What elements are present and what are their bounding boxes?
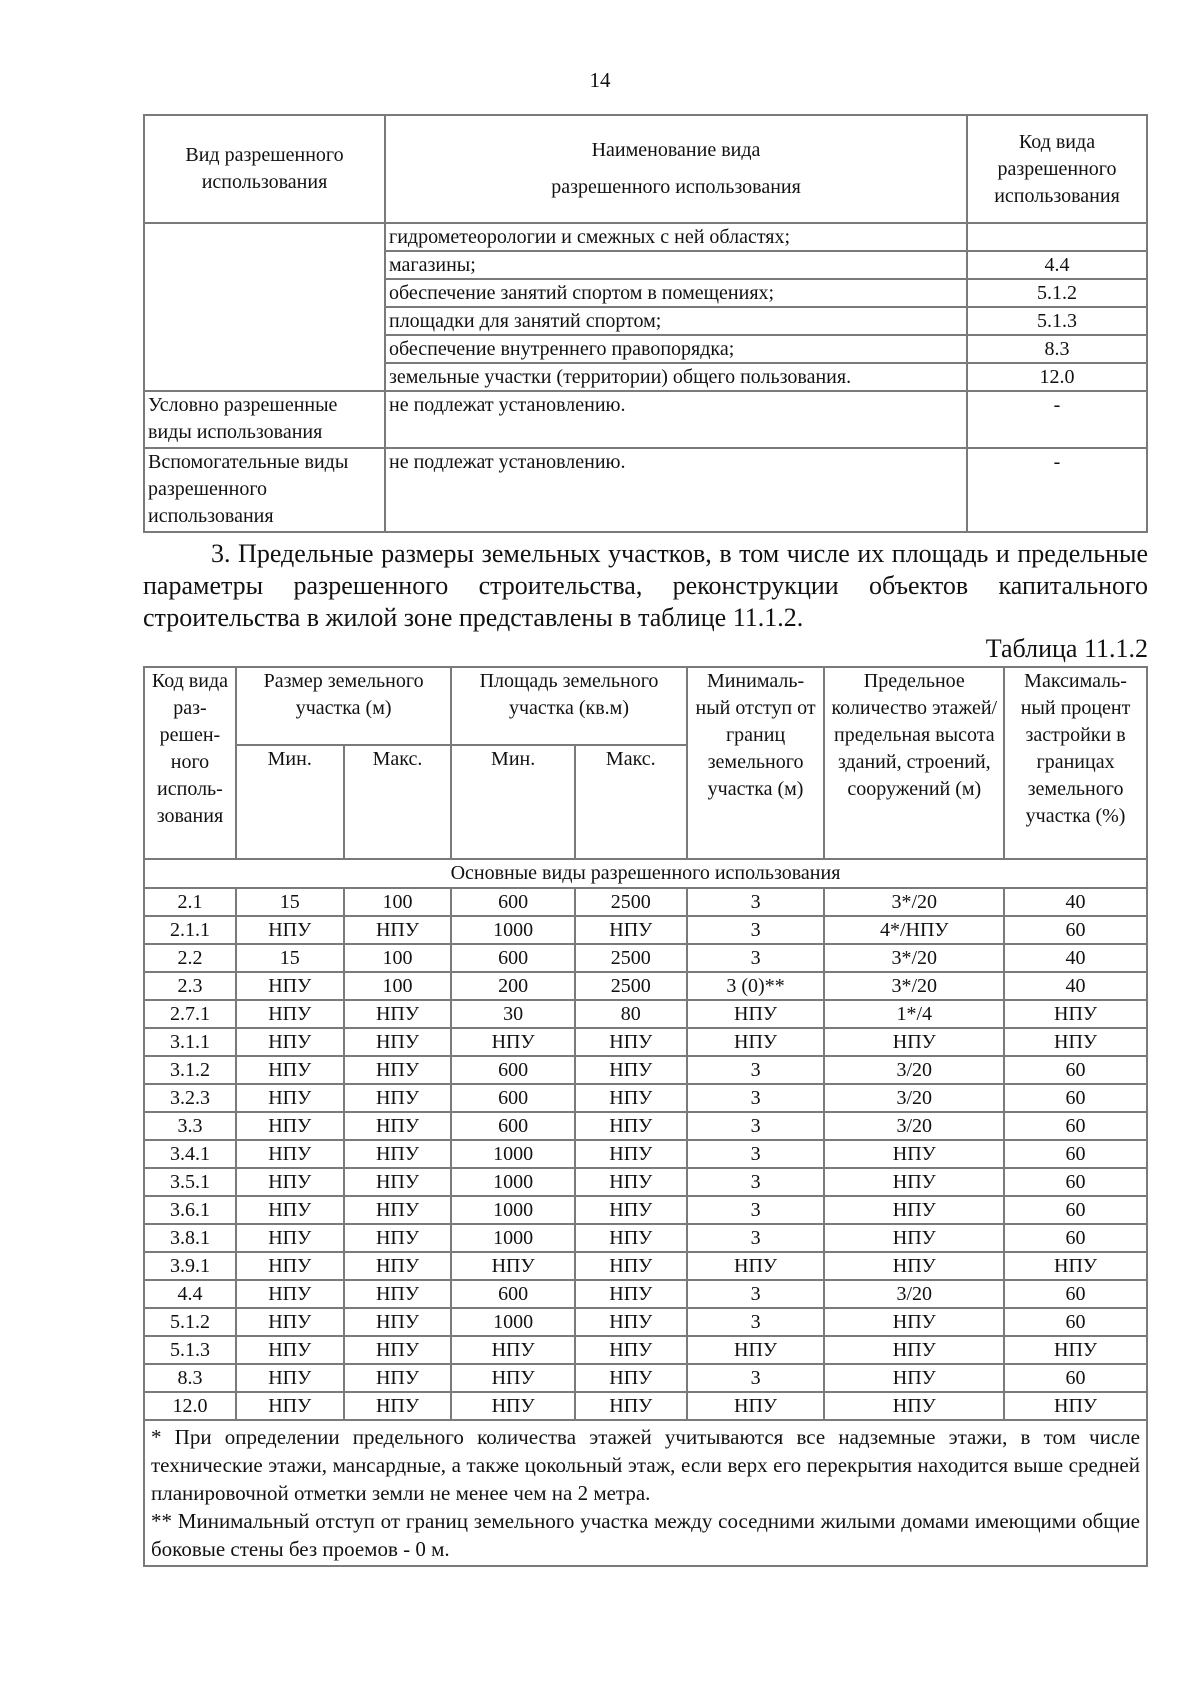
cell-setback: 3 (687, 1308, 825, 1336)
cell-area-max: НПУ (575, 1028, 687, 1056)
cell-max-percent: НПУ (1004, 1000, 1147, 1028)
cell-max-percent: 40 (1004, 972, 1147, 1000)
conditional-use-type: Условно разрешенные виды использования (144, 391, 385, 448)
cell-size-max: НПУ (344, 1336, 452, 1364)
cell-size-max: НПУ (344, 1224, 452, 1252)
cell-size-min: НПУ (236, 1392, 344, 1420)
use-code (967, 223, 1147, 251)
cell-area-max: НПУ (575, 916, 687, 944)
cell-area-max: НПУ (575, 1364, 687, 1392)
table-row (144, 1308, 1147, 1336)
cell-area-min: 1000 (451, 1168, 575, 1196)
footnote-floors: * При определении предельного количества этажей учитываются все надземные этажи, в том числе технические этажи, мансардные, а также цокольный этаж, если верх его перекрытия находится выше средней планировочной отметки земли не менее чем на 2 метра. (151, 1425, 1140, 1505)
cell-area-min: 1000 (451, 1308, 575, 1336)
use-code: 5.1.2 (967, 279, 1147, 307)
cell-code: 5.1.2 (144, 1308, 236, 1336)
cell-area-min: 1000 (451, 916, 575, 944)
cell-max-percent: 60 (1004, 1196, 1147, 1224)
cell-area-max: 2500 (575, 972, 687, 1000)
cell-max-percent: 60 (1004, 916, 1147, 944)
cell-floors-height: НПУ (824, 1336, 1004, 1364)
cell-area-max: 2500 (575, 944, 687, 972)
cell-area-max: НПУ (575, 1392, 687, 1420)
use-code: 4.4 (967, 251, 1147, 279)
cell-floors-height: НПУ (824, 1028, 1004, 1056)
cell-floors-height: НПУ (824, 1224, 1004, 1252)
header-size-max: Макс. (344, 745, 452, 859)
cell-floors-height: 3/20 (824, 1056, 1004, 1084)
cell-setback: НПУ (687, 1028, 825, 1056)
cell-area-min: 200 (451, 972, 575, 1000)
cell-max-percent: НПУ (1004, 1028, 1147, 1056)
cell-max-percent: 60 (1004, 1280, 1147, 1308)
conditional-use-name: не подлежат установлению. (385, 391, 967, 448)
cell-setback: 3 (687, 1196, 825, 1224)
cell-size-min: НПУ (236, 1196, 344, 1224)
cell-size-min: 15 (236, 888, 344, 916)
cell-code: 4.4 (144, 1280, 236, 1308)
header-area: Площадь земельного участка (кв.м) (451, 667, 686, 745)
cell-area-max: НПУ (575, 1168, 687, 1196)
table-row (144, 1112, 1147, 1140)
header-floors: Предельное количество этажей/ предельная высота зданий, строений, сооружений (м) (824, 667, 1004, 859)
group-label: Основные виды разрешенного использования (144, 859, 1147, 888)
cell-floors-height: 4*/НПУ (824, 916, 1004, 944)
header-area-min: Мин. (451, 745, 575, 859)
cell-code: 3.3 (144, 1112, 236, 1140)
cell-setback: 3 (687, 1364, 825, 1392)
cell-max-percent: 60 (1004, 1112, 1147, 1140)
cell-max-percent: 60 (1004, 1224, 1147, 1252)
cell-size-min: НПУ (236, 1112, 344, 1140)
footnote-row (144, 1420, 1147, 1566)
header-percent: Максималь-ный процент застройки в границах земельного участка (%) (1004, 667, 1147, 859)
table-row (144, 1056, 1147, 1084)
table-row (144, 1224, 1147, 1252)
cell-code: 3.1.1 (144, 1028, 236, 1056)
cell-size-max: НПУ (344, 1308, 452, 1336)
cell-floors-height: 3*/20 (824, 972, 1004, 1000)
header-setback: Минималь-ный отступ от границ земельного участка (м) (687, 667, 825, 859)
cell-area-min: 600 (451, 1084, 575, 1112)
cell-size-min: НПУ (236, 1336, 344, 1364)
cell-setback: НПУ (687, 1392, 825, 1420)
cell-size-min: НПУ (236, 1168, 344, 1196)
cell-code: 3.4.1 (144, 1140, 236, 1168)
use-name: площадки для занятий спортом; (385, 307, 967, 335)
header-area-max: Макс. (575, 745, 687, 859)
cell-setback: 3 (687, 944, 825, 972)
cell-area-min: 30 (451, 1000, 575, 1028)
cell-floors-height: НПУ (824, 1252, 1004, 1280)
cell-area-min: 1000 (451, 1196, 575, 1224)
cell-floors-height: 3/20 (824, 1084, 1004, 1112)
cell-size-max: 100 (344, 888, 452, 916)
cell-code: 3.9.1 (144, 1252, 236, 1280)
cell-size-max: НПУ (344, 1084, 452, 1112)
cell-area-min: НПУ (451, 1392, 575, 1420)
cell-area-min: НПУ (451, 1028, 575, 1056)
cell-max-percent: 60 (1004, 1140, 1147, 1168)
cell-size-max: НПУ (344, 1168, 452, 1196)
table-caption: Таблица 11.1.2 (985, 634, 1148, 663)
cell-code: 5.1.3 (144, 1336, 236, 1364)
cell-max-percent: НПУ (1004, 1252, 1147, 1280)
cell-max-percent: НПУ (1004, 1336, 1147, 1364)
section-paragraph: 3. Предельные размеры земельных участков, в том числе их площадь и предельные параметры разрешенного строительства, реконструкции объектов капитального строительства в жилой зоне представлены в таблице 11.1.2. (143, 539, 1148, 632)
cell-setback: 3 (687, 1056, 825, 1084)
header-use-name (385, 115, 967, 223)
cell-size-max: 100 (344, 944, 452, 972)
cell-size-max: НПУ (344, 1000, 452, 1028)
header-code: Код вида раз-решен-ного исполь-зования (144, 667, 236, 859)
use-name: земельные участки (территории) общего пользования. (385, 363, 967, 391)
cell-max-percent: НПУ (1004, 1392, 1147, 1420)
cell-floors-height: НПУ (824, 1392, 1004, 1420)
cell-area-min: НПУ (451, 1336, 575, 1364)
cell-size-min: НПУ (236, 1028, 344, 1056)
cell-area-max: НПУ (575, 1112, 687, 1140)
cell-max-percent: 60 (1004, 1056, 1147, 1084)
cell-size-min: НПУ (236, 1252, 344, 1280)
cell-floors-height: 1*/4 (824, 1000, 1004, 1028)
cell-size-max: НПУ (344, 1112, 452, 1140)
cell-area-min: 600 (451, 1056, 575, 1084)
cell-setback: 3 (0)** (687, 972, 825, 1000)
cell-area-max: НПУ (575, 1196, 687, 1224)
cell-code: 3.2.3 (144, 1084, 236, 1112)
cell-area-max: НПУ (575, 1224, 687, 1252)
page-number: 14 (589, 68, 611, 92)
table-row (144, 888, 1147, 916)
cell-size-min: НПУ (236, 1280, 344, 1308)
cell-size-min: НПУ (236, 1000, 344, 1028)
cell-code: 12.0 (144, 1392, 236, 1420)
cell-size-max: НПУ (344, 1056, 452, 1084)
use-name: обеспечение занятий спортом в помещениях; (385, 279, 967, 307)
header-use-code: Код вида разрешенного использования (967, 115, 1147, 223)
cell-setback: НПУ (687, 1252, 825, 1280)
cell-floors-height: 3*/20 (824, 944, 1004, 972)
cell-floors-height: 3*/20 (824, 888, 1004, 916)
cell-code: 3.5.1 (144, 1168, 236, 1196)
use-type-cell-empty (144, 223, 385, 391)
group-row (144, 859, 1147, 888)
cell-size-max: НПУ (344, 1140, 452, 1168)
use-name: обеспечение внутреннего правопорядка; (385, 335, 967, 363)
cell-max-percent: 60 (1004, 1168, 1147, 1196)
cell-setback: 3 (687, 1112, 825, 1140)
footnote-setback: ** Минимальный отступ от границ земельного участка между соседними жилыми домами имеющими общие боковые стены без проемов - 0 м. (151, 1509, 1140, 1561)
cell-area-max: НПУ (575, 1308, 687, 1336)
cell-area-min: 600 (451, 1280, 575, 1308)
cell-code: 2.7.1 (144, 1000, 236, 1028)
cell-size-max: НПУ (344, 1280, 452, 1308)
cell-setback: 3 (687, 916, 825, 944)
cell-code: 2.1 (144, 888, 236, 916)
footnotes (144, 1420, 1147, 1566)
cell-area-min: НПУ (451, 1252, 575, 1280)
cell-area-max: 2500 (575, 888, 687, 916)
cell-size-min: НПУ (236, 1084, 344, 1112)
table-body (144, 888, 1147, 1420)
use-code: 12.0 (967, 363, 1147, 391)
cell-area-min: 600 (451, 944, 575, 972)
parameters-table (143, 666, 1148, 1567)
auxiliary-use-code: - (967, 448, 1147, 532)
table-row (144, 1168, 1147, 1196)
cell-size-max: 100 (344, 972, 452, 1000)
table-row (144, 1084, 1147, 1112)
cell-size-max: НПУ (344, 1364, 452, 1392)
table-row (144, 972, 1147, 1000)
cell-code: 3.8.1 (144, 1224, 236, 1252)
cell-area-max: НПУ (575, 1280, 687, 1308)
cell-area-max: НПУ (575, 1140, 687, 1168)
table-header-row (144, 115, 1147, 223)
cell-size-max: НПУ (344, 1196, 452, 1224)
header-size: Размер земельного участка (м) (236, 667, 451, 745)
cell-floors-height: 3/20 (824, 1112, 1004, 1140)
cell-setback: 3 (687, 1084, 825, 1112)
cell-max-percent: 40 (1004, 888, 1147, 916)
auxiliary-use-row (144, 448, 1147, 532)
header-use-type: Вид разрешенного использования (144, 115, 385, 223)
header-use-name-line2: разрешенного использования (551, 176, 801, 198)
table-row (144, 1392, 1147, 1420)
table-row (144, 1336, 1147, 1364)
table-row (144, 1140, 1147, 1168)
cell-code: 2.2 (144, 944, 236, 972)
cell-max-percent: 60 (1004, 1364, 1147, 1392)
cell-max-percent: 40 (1004, 944, 1147, 972)
cell-size-min: НПУ (236, 1308, 344, 1336)
cell-setback: НПУ (687, 1336, 825, 1364)
cell-area-max: НПУ (575, 1084, 687, 1112)
cell-area-min: 1000 (451, 1224, 575, 1252)
conditional-use-row (144, 391, 1147, 448)
cell-code: 2.1.1 (144, 916, 236, 944)
use-code: 5.1.3 (967, 307, 1147, 335)
cell-code: 8.3 (144, 1364, 236, 1392)
table-row (144, 1028, 1147, 1056)
table-row (144, 1000, 1147, 1028)
cell-size-max: НПУ (344, 1252, 452, 1280)
table-header-row (144, 667, 1147, 745)
use-name: магазины; (385, 251, 967, 279)
cell-area-max: НПУ (575, 1336, 687, 1364)
auxiliary-use-name: не подлежат установлению. (385, 448, 967, 532)
header-size-min: Мин. (236, 745, 344, 859)
cell-setback: 3 (687, 1280, 825, 1308)
table-row (144, 1252, 1147, 1280)
cell-setback: 3 (687, 1224, 825, 1252)
cell-area-min: НПУ (451, 1364, 575, 1392)
cell-floors-height: НПУ (824, 1140, 1004, 1168)
cell-size-min: НПУ (236, 916, 344, 944)
cell-code: 2.3 (144, 972, 236, 1000)
cell-setback: 3 (687, 1168, 825, 1196)
cell-area-min: 1000 (451, 1140, 575, 1168)
cell-size-max: НПУ (344, 1028, 452, 1056)
permitted-use-table (143, 114, 1148, 533)
cell-area-max: НПУ (575, 1056, 687, 1084)
cell-floors-height: НПУ (824, 1168, 1004, 1196)
cell-floors-height: 3/20 (824, 1280, 1004, 1308)
cell-setback: НПУ (687, 1000, 825, 1028)
cell-area-max: 80 (575, 1000, 687, 1028)
cell-area-min: 600 (451, 888, 575, 916)
table-row (144, 1280, 1147, 1308)
table-row (144, 1364, 1147, 1392)
cell-floors-height: НПУ (824, 1364, 1004, 1392)
cell-code: 3.1.2 (144, 1056, 236, 1084)
cell-size-min: 15 (236, 944, 344, 972)
cell-size-min: НПУ (236, 1224, 344, 1252)
cell-size-min: НПУ (236, 972, 344, 1000)
cell-size-max: НПУ (344, 916, 452, 944)
cell-max-percent: 60 (1004, 1084, 1147, 1112)
header-use-name-line1: Наименование вида (591, 139, 761, 161)
auxiliary-use-type: Вспомогательные виды разрешенного использования (144, 448, 385, 532)
table-row (144, 916, 1147, 944)
cell-size-min: НПУ (236, 1140, 344, 1168)
cell-max-percent: 60 (1004, 1308, 1147, 1336)
cell-setback: 3 (687, 888, 825, 916)
cell-size-max: НПУ (344, 1392, 452, 1420)
cell-floors-height: НПУ (824, 1196, 1004, 1224)
use-name: гидрометеорологии и смежных с ней областях; (385, 223, 967, 251)
cell-area-max: НПУ (575, 1252, 687, 1280)
table-row (144, 944, 1147, 972)
cell-area-min: 600 (451, 1112, 575, 1140)
table-row (144, 1196, 1147, 1224)
table-row (144, 223, 1147, 251)
conditional-use-code: - (967, 391, 1147, 448)
cell-setback: 3 (687, 1140, 825, 1168)
cell-size-min: НПУ (236, 1056, 344, 1084)
cell-code: 3.6.1 (144, 1196, 236, 1224)
cell-size-min: НПУ (236, 1364, 344, 1392)
cell-floors-height: НПУ (824, 1308, 1004, 1336)
use-code: 8.3 (967, 335, 1147, 363)
